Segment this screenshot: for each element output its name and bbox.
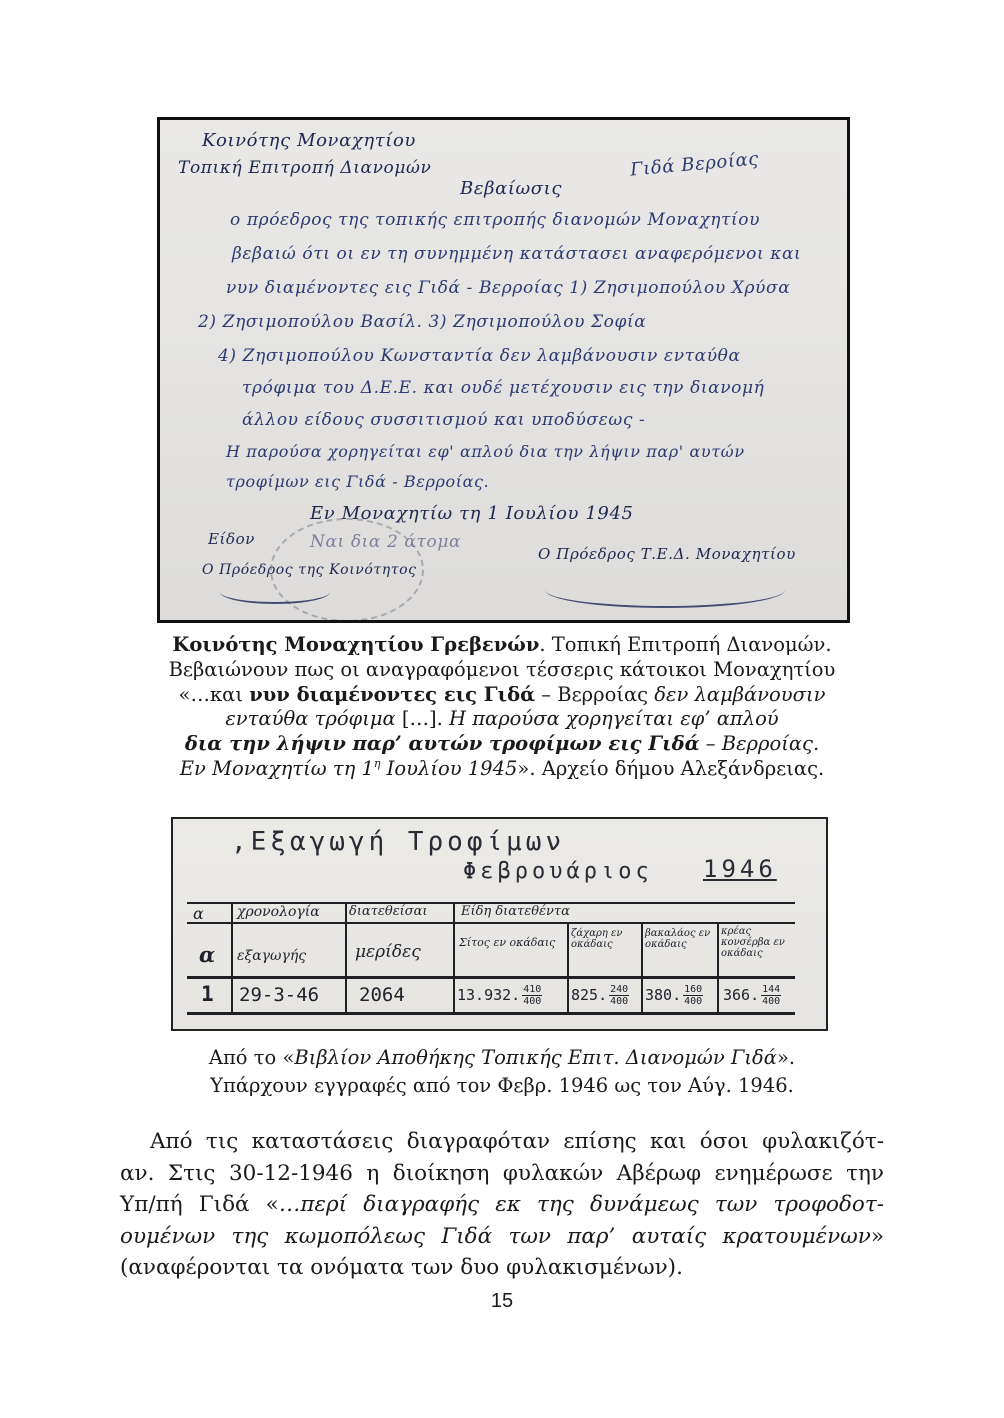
certificate-heading: Βεβαίωσις (460, 178, 563, 199)
left-signer-title: Ο Πρόεδρος της Κοινότητος (202, 562, 417, 578)
col-sugar: ζάχαρη εν οκάδαις (571, 928, 623, 950)
grain-whole: 13.932. (457, 986, 521, 1004)
caption-text: «…και (178, 682, 250, 706)
table-rule (717, 922, 719, 1014)
hw-date-line: Εν Μοναχητίω τη 1 Ιουλίου 1945 (310, 503, 634, 524)
fraction-denominator: 400 (610, 996, 629, 1007)
table-rule (187, 1012, 795, 1015)
corner-note: Γιδά Βεροίας (629, 148, 760, 181)
caption-line (120, 707, 884, 732)
caption-line: Βεβαιώνουν πως οι αναγραφόμενοι τέσσερις κάτοικοι Μοναχητίου (168, 657, 836, 681)
body-paragraph (120, 1126, 884, 1284)
table-rule (453, 902, 455, 1014)
right-signer-title: Ο Πρόεδρος Τ.Ε.Δ. Μοναχητίου (538, 545, 796, 563)
caption-bold: Κοινότης Μοναχητίου Γρεβενών (172, 633, 540, 656)
fraction-denominator: 400 (684, 996, 703, 1007)
col-grain: Σίτος εν οκάδαις (459, 936, 556, 949)
ledger-table (187, 902, 795, 1012)
paragraph-text: » (870, 1223, 884, 1249)
table-rule (231, 902, 233, 1014)
paragraph-line: (αναφέρονται τα ονόματα των δυο φυλακισμένων). (120, 1255, 683, 1280)
row-cod (645, 984, 703, 1007)
paragraph-line (120, 1189, 884, 1221)
row-date: 29-3-46 (239, 984, 320, 1006)
caption-text: ». Αρχείο δήμου Αλεξάνδρειας. (517, 756, 825, 780)
fraction-numerator: 410 (523, 984, 542, 995)
table-rule (567, 922, 569, 1014)
col-date-top: χρονολογία (237, 904, 320, 920)
hw-body-line: Η παρούσα χορηγείται εφ' απλού δια την λήψιν παρ' αυτών (226, 442, 745, 461)
col-a-top: α (193, 904, 204, 923)
paragraph-line (120, 1221, 884, 1253)
table-rule (187, 922, 795, 924)
caption-line (120, 633, 884, 658)
seen-mark: Είδον (208, 530, 256, 548)
page-number: 15 (490, 1290, 514, 1312)
caption-line (120, 757, 884, 782)
grain-fraction (522, 984, 542, 1007)
caption-text: ». (776, 1046, 796, 1069)
row-number: 1 (201, 982, 214, 1006)
hw-body-line: βεβαιώ ότι οι εν τη συνημμένη κατάστασει αναφερόμενοι και (232, 244, 802, 264)
ledger-month: Φεβρουάριος (463, 859, 653, 884)
row-grain (457, 984, 542, 1007)
paragraph-quote: ουμένων της κωμοπόλεως Γιδά των παρ’ αυταίς κρατουμένων (120, 1223, 871, 1249)
org-line-1: Κοινότης Μοναχητίου (202, 130, 416, 151)
col-meat: κρέας κονσέρβα εν οκάδαις (721, 926, 785, 959)
hw-body-line: 4) Ζησιμοπούλου Κωνσταντία δεν λαμβάνουσιν ενταύθα (218, 346, 741, 366)
caption-italic: Ιουλίου 1945 (380, 756, 518, 780)
table-rule (345, 902, 347, 1014)
fraction-denominator: 400 (762, 996, 781, 1007)
table-rule (641, 922, 643, 1014)
fraction-numerator: 240 (610, 984, 629, 995)
hw-body-line: τροφίμων εις Γιδά - Βερροίας. (226, 472, 490, 491)
cod-whole: 380. (645, 986, 682, 1004)
hw-body-line: νυν διαμένοντες εις Γιδά - Βερροίας 1) Ζησιμοπούλου Χρύσα (226, 278, 791, 298)
group-header: Είδη διατεθέντα (461, 904, 570, 919)
hw-body-line: 2) Ζησιμοπούλου Βασίλ. 3) Ζησιμοπούλου Σοφία (198, 312, 647, 332)
handwritten-certificate-scan (157, 117, 850, 623)
caption-line (120, 1044, 884, 1072)
ledger-title: ,Εξαγωγή Τροφίμων (231, 827, 566, 857)
meat-fraction (761, 984, 781, 1007)
caption-text: – Βερροίας (535, 682, 655, 706)
caption-text: . Τοπική Επιτροπή Διανομών. (539, 633, 832, 656)
hw-body-line: ο πρόεδρος της τοπικής επιτροπής διανομών Μοναχητίου (230, 210, 761, 230)
caption-text: Από το « (208, 1046, 295, 1069)
caption-italic: Η παρούσα χορηγείται εφ’ απλού (449, 707, 779, 731)
caption-italic: δεν λαμβάνουσιν (654, 682, 826, 706)
fraction-numerator: 144 (762, 984, 781, 995)
figure2-caption (120, 1044, 884, 1100)
row-portions: 2064 (359, 984, 405, 1006)
org-line-2: Τοπική Επιτροπή Διανομών (178, 158, 432, 178)
table-rule (187, 976, 795, 979)
row-meat (723, 984, 781, 1007)
right-signature (545, 572, 785, 608)
hw-body-line: τρόφιμα του Δ.Ε.Ε. και ουδέ μετέχουσιν εις την διανομή (242, 378, 765, 398)
figure1-caption (120, 633, 884, 782)
col-a-bottom: α (199, 942, 216, 967)
row-sugar (571, 984, 629, 1007)
ledger-year: 1946 (703, 855, 777, 883)
col-cod: βακαλάος εν οκάδαις (645, 928, 711, 950)
sugar-fraction (609, 984, 629, 1007)
caption-line (120, 732, 884, 757)
caption-text: – (699, 732, 722, 756)
col-portions-bottom: μερίδες (355, 942, 421, 962)
caption-line (120, 683, 884, 708)
caption-italic: Εν Μοναχητίω τη 1 (179, 756, 374, 780)
fraction-numerator: 160 (684, 984, 703, 995)
caption-italic: ενταύθα τρόφιμα (225, 707, 396, 731)
stamp-note: Ναι δια 2 άτομα (310, 532, 462, 552)
caption-bold-italic: δια την λήψιν παρ’ αυτών τροφίμων εις Γιδά (184, 732, 700, 756)
paragraph-quote: …περί διαγραφής εκ της δυνάμεως των τροφοδοτ- (278, 1192, 884, 1217)
meat-whole: 366. (723, 986, 760, 1004)
caption-text: […]. (395, 707, 450, 731)
paragraph-line: αν. Στις 30-12-1946 η διοίκηση φυλακών Αβέρωφ ενημέρωσε την (120, 1160, 884, 1186)
paragraph-text: Υπ/πή Γιδά « (120, 1192, 279, 1217)
sugar-whole: 825. (571, 986, 608, 1004)
export-ledger-scan (171, 817, 828, 1031)
left-signature (220, 580, 330, 604)
col-date-bottom: εξαγωγής (237, 948, 307, 964)
caption-line: Υπάρχουν εγγραφές από τον Φεβρ. 1946 ως τον Αύγ. 1946. (210, 1074, 794, 1097)
caption-italic: Βερροίας. (721, 732, 820, 756)
paragraph-line: Από τις καταστάσεις διαγραφόταν επίσης και όσοι φυλακιζότ- (150, 1129, 884, 1154)
hw-body-line: άλλου είδους συσσιτισμού και υποδύσεως - (242, 410, 646, 430)
col-portions-top: διατεθείσαι (349, 904, 428, 919)
caption-italic: Βιβλίον Αποθήκης Τοπικής Επιτ. Διανομών Γιδά (294, 1046, 777, 1069)
caption-bold: νυν διαμένοντες εις Γιδά (249, 682, 536, 706)
cod-fraction (683, 984, 703, 1007)
caption-superscript: η (373, 756, 381, 770)
fraction-denominator: 400 (523, 996, 542, 1007)
